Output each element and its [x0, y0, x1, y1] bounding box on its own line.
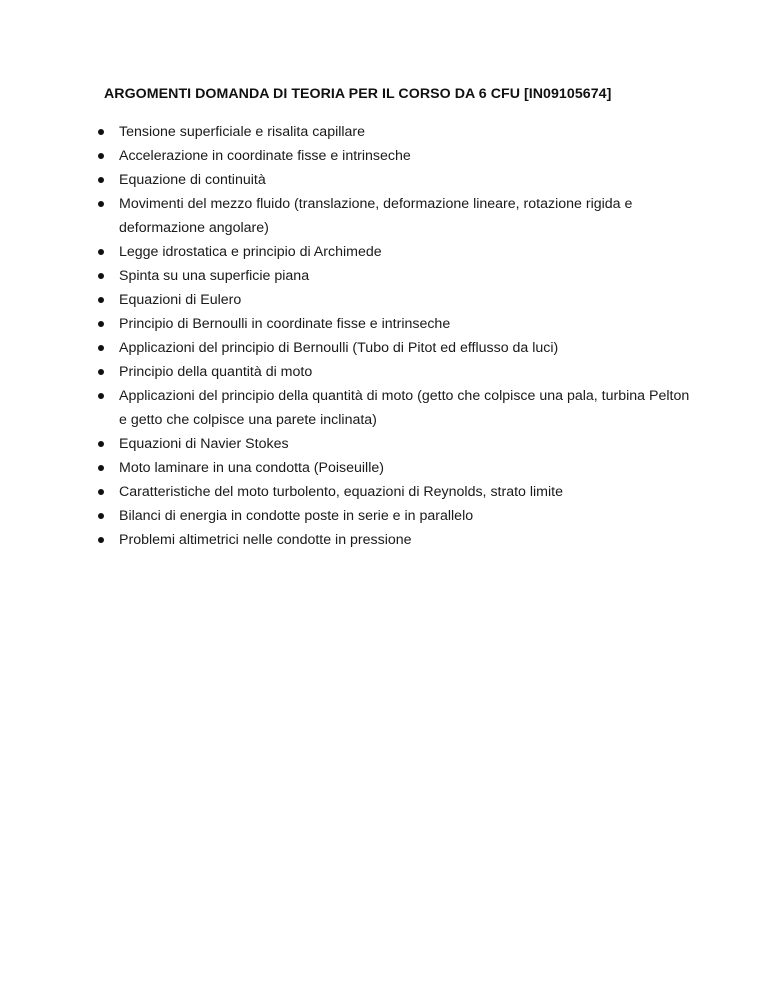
topic-text: Equazione di continuità: [119, 172, 266, 188]
topic-text: Equazioni di Eulero: [119, 292, 242, 308]
bullet-icon: [98, 537, 104, 543]
topic-text: Movimenti del mezzo fluido (translazione, deformazione lineare, rotazione rigida e deformazione angolare): [119, 196, 633, 236]
topic-text: Bilanci di energia in condotte poste in serie e in parallelo: [119, 508, 474, 524]
list-item: [98, 504, 698, 528]
list-item: [98, 336, 698, 360]
bullet-icon: [98, 369, 104, 375]
list-item: [98, 240, 698, 264]
topic-text: Caratteristiche del moto turbolento, equazioni di Reynolds, strato limite: [119, 484, 563, 500]
bullet-icon: [98, 177, 104, 183]
list-item: [98, 384, 698, 432]
list-item: [98, 360, 698, 384]
topic-text: Applicazioni del principio di Bernoulli (Tubo di Pitot ed efflusso da luci): [119, 340, 559, 356]
list-item: [98, 456, 698, 480]
bullet-icon: [98, 345, 104, 351]
topic-text: Tensione superficiale e risalita capillare: [119, 124, 366, 140]
bullet-icon: [98, 489, 104, 495]
bullet-icon: [98, 465, 104, 471]
bullet-icon: [98, 393, 104, 399]
list-item: [98, 264, 698, 288]
bullet-icon: [98, 273, 104, 279]
list-item: [98, 168, 698, 192]
list-item: [98, 144, 698, 168]
document-title: ARGOMENTI DOMANDA DI TEORIA PER IL CORSO DA 6 CFU [IN09105674]: [104, 86, 612, 102]
topic-text: Accelerazione in coordinate fisse e intrinseche: [119, 148, 411, 164]
topic-text: Moto laminare in una condotta (Poiseuille): [119, 460, 384, 476]
topic-list: [98, 120, 698, 552]
bullet-icon: [98, 201, 104, 207]
topic-text: Applicazioni del principio della quantità di moto (getto che colpisce una pala, turbina Pelton e getto che colpisce una parete inclinata): [119, 388, 690, 428]
bullet-icon: [98, 297, 104, 303]
bullet-icon: [98, 249, 104, 255]
bullet-icon: [98, 441, 104, 447]
bullet-icon: [98, 153, 104, 159]
topic-text: Spinta su una superficie piana: [119, 268, 310, 284]
bullet-icon: [98, 129, 104, 135]
topic-text: Problemi altimetrici nelle condotte in pressione: [119, 532, 412, 548]
topic-text: Legge idrostatica e principio di Archimede: [119, 244, 382, 260]
list-item: [98, 120, 698, 144]
topic-text: Equazioni di Navier Stokes: [119, 436, 289, 452]
list-item: [98, 480, 698, 504]
list-item: [98, 288, 698, 312]
list-item: [98, 192, 698, 240]
bullet-icon: [98, 321, 104, 327]
topic-text: Principio di Bernoulli in coordinate fisse e intrinseche: [119, 316, 451, 332]
list-item: [98, 432, 698, 456]
topic-text: Principio della quantità di moto: [119, 364, 313, 380]
list-item: [98, 528, 698, 552]
list-item: [98, 312, 698, 336]
bullet-icon: [98, 513, 104, 519]
